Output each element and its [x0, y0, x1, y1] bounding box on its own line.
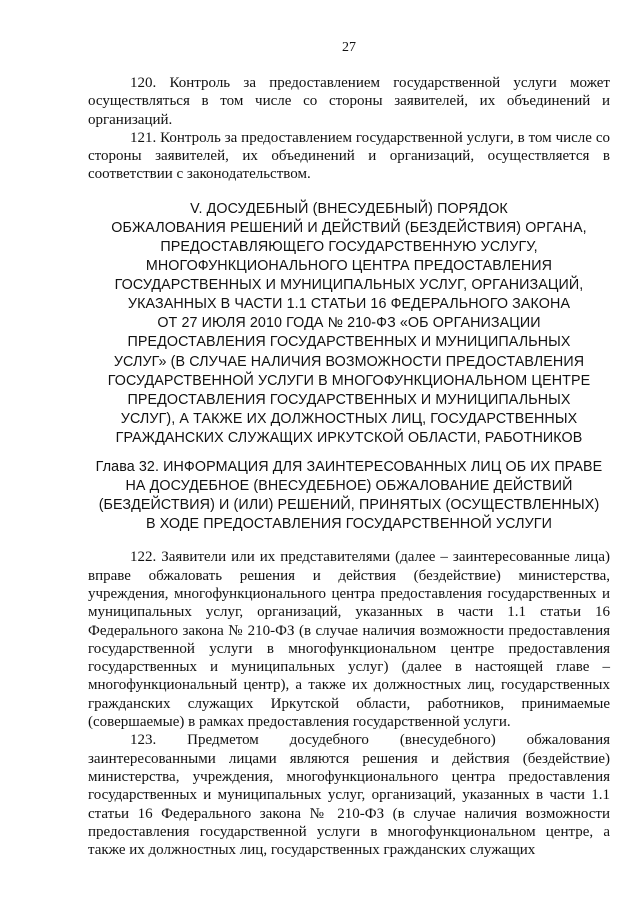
document-page	[88, 40, 610, 859]
page-number: 27	[342, 40, 356, 55]
chapter-heading-line: Глава 32. ИНФОРМАЦИЯ ДЛЯ ЗАИНТЕРЕСОВАННЫХ ЛИЦ ОБ ИХ ПРАВЕ	[95, 459, 603, 475]
section-heading	[88, 200, 610, 448]
paragraph-121: 121. Контроль за предоставлением государственной услуги, в том числе со стороны заявителей, их объединений и организаций, осуществляется в соответствии с законодательством.	[88, 129, 610, 183]
section-heading-line: ПРЕДОСТАВЛЯЮЩЕГО ГОСУДАРСТВЕННУЮ УСЛУГУ,	[160, 238, 538, 255]
chapter-heading-line: В ХОДЕ ПРЕДОСТАВЛЕНИЯ ГОСУДАРСТВЕННОЙ УСЛУГИ	[146, 516, 552, 533]
section-heading-line: ОБЖАЛОВАНИЯ РЕШЕНИЙ И ДЕЙСТВИЙ (БЕЗДЕЙСТВИЯ) ОРГАНА,	[111, 219, 587, 236]
section-heading-line: ГОСУДАРСТВЕННОЙ УСЛУГИ В МНОГОФУНКЦИОНАЛЬНОМ ЦЕНТРЕ	[107, 372, 591, 389]
section-heading-line: ОТ 27 ИЮЛЯ 2010 ГОДА № 210-ФЗ «ОБ ОРГАНИЗАЦИИ	[157, 315, 541, 332]
chapter-heading-line: (БЕЗДЕЙСТВИЯ) И (ИЛИ) РЕШЕНИЙ, ПРИНЯТЫХ (ОСУЩЕСТВЛЕННЫХ)	[98, 497, 600, 514]
section-heading-line: ПРЕДОСТАВЛЕНИЯ ГОСУДАРСТВЕННЫХ И МУНИЦИПАЛЬНЫХ	[127, 334, 571, 351]
paragraph-123: 123. Предметом досудебного (внесудебного) обжалования заинтересованными лицами являются решения и действия (бездействие) министерства, учреждения, многофункционального центра предоставления государственных и муниципальных услуг, организаций, указанных в части 1.1 статьи 16 Федерального закона № 210-ФЗ (в случае наличия возможности предоставления государственной услуги в многофункциональном центре, а также их должностных лиц, государственных гражданских служащих	[88, 732, 610, 859]
section-heading-line: ПРЕДОСТАВЛЕНИЯ ГОСУДАРСТВЕННЫХ И МУНИЦИПАЛЬНЫХ	[127, 391, 571, 408]
paragraph-122: 122. Заявители или их представителями (далее – заинтересованные лица) вправе обжаловать решения и действия (бездействие) министерства, учреждения, многофункционального центра предоставления государственных и муниципальных услуг, организаций, указанных в части 1.1 статьи 16 Федерального закона № 210-ФЗ (в случае наличия возможности предоставления государственной услуги в многофункциональном центре предоставления государственных и муниципальных услуг) (далее в настоящей главе – многофункциональный центр), а также их должностных лиц, государственных гражданских служащих Иркутской области, работников, принимаемые (совершаемые) в рамках предоставления государственной услуги.	[88, 549, 610, 731]
section-heading-line: МНОГОФУНКЦИОНАЛЬНОГО ЦЕНТРА ПРЕДОСТАВЛЕНИЯ	[145, 258, 553, 275]
section-heading-line: ГОСУДАРСТВЕННЫХ И МУНИЦИПАЛЬНЫХ УСЛУГ, ОРГАНИЗАЦИЙ,	[114, 277, 584, 294]
section-heading-line: ГРАЖДАНСКИХ СЛУЖАЩИХ ИРКУТСКОЙ ОБЛАСТИ, РАБОТНИКОВ	[115, 429, 583, 446]
section-heading-line: УСЛУГ» (В СЛУЧАЕ НАЛИЧИЯ ВОЗМОЖНОСТИ ПРЕДОСТАВЛЕНИЯ	[113, 353, 585, 370]
section-heading-line: УСЛУГ), А ТАКЖЕ ИХ ДОЛЖНОСТНЫХ ЛИЦ, ГОСУДАРСТВЕННЫХ	[120, 410, 578, 427]
section-heading-line: V. ДОСУДЕБНЫЙ (ВНЕСУДЕБНЫЙ) ПОРЯДОК	[190, 200, 508, 217]
chapter-heading	[88, 458, 610, 534]
paragraph-120: 120. Контроль за предоставлением государственной услуги может осуществляться в том числе со стороны заявителей, их объединений и организаций.	[88, 75, 610, 128]
chapter-heading-line: НА ДОСУДЕБНОЕ (ВНЕСУДЕБНОЕ) ОБЖАЛОВАНИЕ ДЕЙСТВИЙ	[125, 478, 573, 495]
section-heading-line: УКАЗАННЫХ В ЧАСТИ 1.1 СТАТЬИ 16 ФЕДЕРАЛЬНОГО ЗАКОНА	[127, 296, 571, 313]
